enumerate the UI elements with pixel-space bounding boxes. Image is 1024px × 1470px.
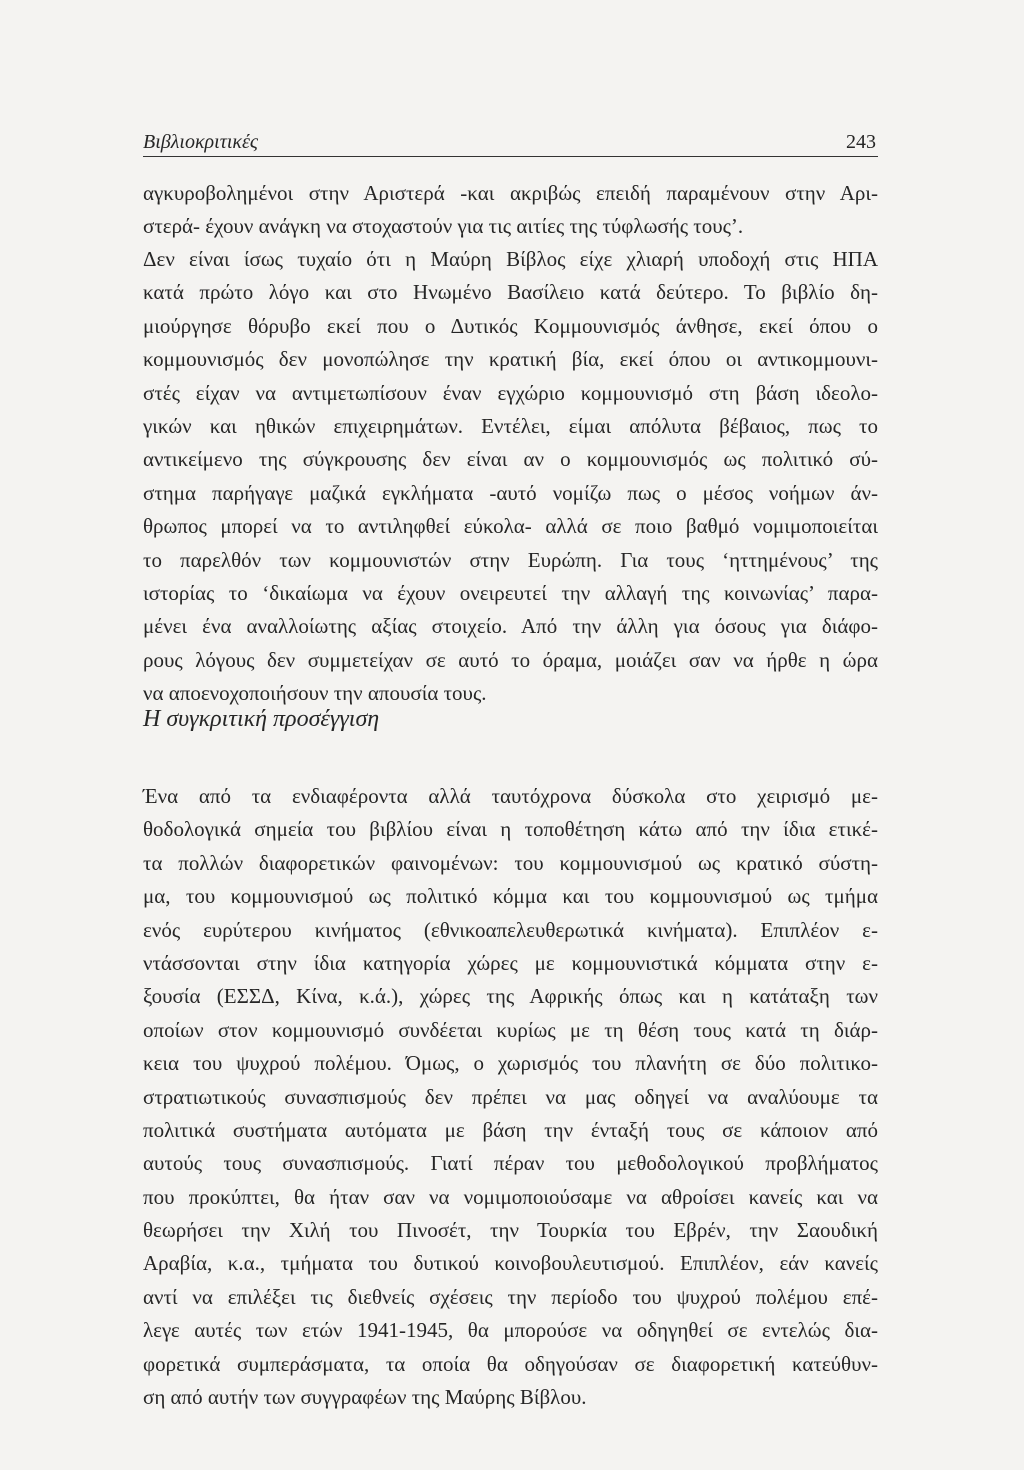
text-line: στρατιωτικούς συνασπισμούς δεν πρέπει να μας οδηγεί να αναλύουμε τα: [143, 1084, 878, 1109]
text-line: θρωπος μπορεί να το αντιληφθεί εύκολα- αλλά σε ποιο βαθμό νομιμοποιείται: [143, 514, 878, 539]
text-line: ντάσσονται στην ίδια κατηγορία χώρες με κομμουνιστικά κόμματα στην ε-: [143, 950, 878, 975]
running-head: Βιβλιοκριτικές: [143, 131, 259, 153]
text-line: κομμουνισμός δεν μονοπώλησε την κρατική βία, εκεί όπου οι αντικομμουνι-: [143, 347, 878, 372]
text-line: αντί να επιλέξει τις διεθνείς σχέσεις την περίοδο του ψυχρού πολέμου επέ-: [143, 1284, 878, 1309]
paragraph-black-book-reception: [143, 243, 878, 710]
page-header: [143, 128, 878, 157]
text-line: αγκυροβολημένοι στην Αριστερά -και ακριβώς επειδή παραμένουν στην Αρι-: [143, 181, 878, 205]
text-line: το παρελθόν των κομμουνιστών στην Ευρώπη. Για τους ‘ηττημένους’ της: [143, 547, 878, 572]
text-line: φορετικά συμπεράσματα, τα οποία θα οδηγούσαν σε διαφορετική κατεύθυν-: [143, 1351, 878, 1376]
section-heading: Η συγκριτική προσέγγιση: [143, 706, 380, 732]
text-line: ενός ευρύτερου κινήματος (εθνικοαπελευθερωτικά κινήματα). Επιπλέον ε-: [143, 917, 878, 942]
text-line: πολιτικά συστήματα αυτόματα με βάση την ένταξή τους σε κάποιον από: [143, 1117, 878, 1142]
text-line: ξουσία (ΕΣΣΔ, Κίνα, κ.ά.), χώρες της Αφρικής όπως και η κατάταξη των: [143, 984, 878, 1009]
paragraph-comparative-approach: [143, 780, 878, 1414]
text-line: θεωρήσει την Χιλή του Πινοσέτ, την Τουρκία του Εβρέν, την Σαουδική: [143, 1218, 878, 1243]
text-line: Αραβία, κ.α., τμήματα του δυτικού κοινοβουλευτισμού. Επιπλέον, εάν κανείς: [143, 1251, 878, 1276]
text-line: λεγε αυτές των ετών 1941-1945, θα μπορούσε να οδηγηθεί σε εντελώς δια-: [143, 1318, 878, 1343]
text-line: στημα παρήγαγε μαζικά εγκλήματα -αυτό νομίζω πως ο μέσος νοήμων άν-: [143, 480, 878, 505]
text-line: στές είχαν να αντιμετωπίσουν έναν εγχώριο κομμουνισμό στη βάση ιδεολο-: [143, 380, 878, 405]
text-line: να αποενοχοποιήσουν την απουσία τους.: [143, 681, 487, 706]
text-line: Ένα από τα ενδιαφέροντα αλλά ταυτόχρονα δύσκολα στο χειρισμό με-: [143, 784, 878, 808]
text-line: τα πολλών διαφορετικών φαινομένων: του κομμουνισμού ως κρατικό σύστη-: [143, 850, 878, 875]
text-line: μιούργησε θόρυβο εκεί που ο Δυτικός Κομμουνισμός άνθησε, εκεί όπου ο: [143, 313, 878, 338]
text-line: Δεν είναι ίσως τυχαίο ότι η Μαύρη Βίβλος είχε χλιαρή υποδοχή στις ΗΠΑ: [143, 247, 878, 271]
text-line: γικών και ηθικών επιχειρημάτων. Εντέλει, είμαι απόλυτα βέβαιος, πως το: [143, 413, 878, 438]
text-line: κατά πρώτο λόγο και στο Ηνωμένο Βασίλειο κατά δεύτερο. Το βιβλίο δη-: [143, 280, 878, 305]
text-line: που προκύπτει, θα ήταν σαν να νομιμοποιούσαμε να αθροίσει κανείς και να: [143, 1184, 878, 1209]
paragraph-continuation: [143, 177, 878, 244]
text-line: οποίων στον κομμουνισμό συνδέεται κυρίως με τη θέση τους κατά τη διάρ-: [143, 1017, 878, 1042]
text-line: αυτούς τους συνασπισμούς. Γιατί πέραν του μεθοδολογικού προβλήματος: [143, 1151, 878, 1176]
text-line: ιστορίας το ‘δικαίωμα να έχουν ονειρευτεί την αλλαγή της κοινωνίας’ παρα-: [143, 580, 878, 605]
text-line: θοδολογικά σημεία του βιβλίου είναι η τοποθέτηση κάτω από την ίδια ετικέ-: [143, 817, 878, 842]
text-line: στερά- έχουν ανάγκη να στοχαστούν για τις αιτίες της τύφλωσής τους’.: [143, 214, 744, 239]
text-line: μα, του κομμουνισμού ως πολιτικό κόμμα και του κομμουνισμού ως τμήμα: [143, 884, 878, 909]
text-line: αντικείμενο της σύγκρουσης δεν είναι αν ο κομμουνισμός ως πολιτικό σύ-: [143, 447, 878, 472]
text-line: ρους λόγους δεν συμμετείχαν σε αυτό το όραμα, μοιάζει σαν να ήρθε η ώρα: [143, 647, 878, 672]
text-line: ση από αυτήν των συγγραφέων της Μαύρης Βίβλου.: [143, 1385, 587, 1410]
text-line: κεια του ψυχρού πολέμου. Όμως, ο χωρισμός του πλανήτη σε δύο πολιτικο-: [143, 1051, 878, 1076]
page-number: 243: [846, 131, 876, 153]
text-line: μένει ένα αναλλοίωτης αξίας στοιχείο. Από την άλλη για όσους για διάφο-: [143, 614, 878, 639]
